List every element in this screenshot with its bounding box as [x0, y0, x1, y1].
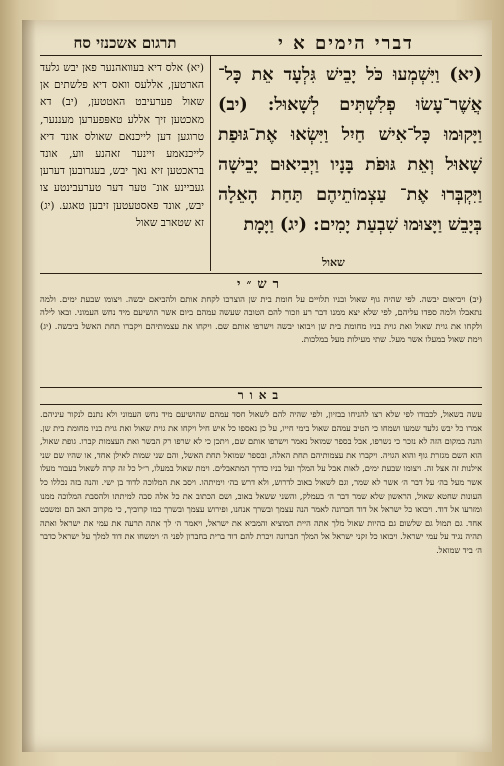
rashi-heading: רש״י [40, 273, 482, 293]
page-header [40, 32, 482, 56]
scripture-verses: (יא) וַיִּשְׁמְעוּ כֹּל יָבֵישׁ גִּלְעָד אֵת כָּל־ אֲשֶׁר־עָשׂוּ פְלִשְׁתִּים לְשָׁאוּל: (יב) וַיָּקוּמוּ כָּל־אִישׁ חַיִל וַיִּשְׂאוּ אֶת־גּוּפַת שָׁאוּל וְאֵת גּוּפֹת בָּנָיו וַיְבִיאוּם יָבֵישָׁה וַיִּקְבְּרוּ אֶת־ עַצְמוֹתֵיהֶם תַּחַת הָאֵלָה בְּיָבֵשׁ וַיָּצוּמוּ שִׁבְעַת יָמִים: (יג) וַיָּמָת [218, 64, 482, 235]
rashi-commentary: (יב) ויביאום יבשה. לפי שהיה גוף שאול ובניו תלויים על חומת בית שן הוצרכו לקחת אותם ולהביאם יבשה. ויצומו שבעת ימים. ולמה נתאבלו ולמה ספדו עליהם, לפי שלא יצא ממנו דבר רע וזכור להם הטובה שעשה עמהם ביום אשר הושיעם מיד נחש העמוני. ובאו לילה ולקחו את גוית שאול ואת גוית בניו מחומת בית שן ויבואו יבשה וישרפו אותם שם. ויקחו את עצמותיהם ויקברו תחת האשל ביבשה. (יג) וימת שאול במעלו אשר מעל. שתי מעילות מעל במלכות. [40, 294, 482, 344]
biur-heading: באור [40, 387, 482, 405]
book-running-title: דברי הימים א י [278, 33, 414, 54]
column-divider [210, 56, 211, 271]
catchword: שאול [322, 256, 345, 269]
targum-column: (יא) אלס דיא בעוואהנער פאן יבש גלעד הארטען, אללעס וואס דיא פלשתים אן שאול פערעיבט האטטען, (יב) דא מאכטען זיך אללע טאפּפערען מעננער, טרוגען דען לייכנאם שאולס אונד דיא לייכנאמע זיינער זאהנע ווע, אונד בראכטען זיא נאך יבש, בעגרובען דערען געביינע אונ־ טער דער טערעבינטע צו יבש, אונד פאסטעטען זיבען טאגע. (יג) זא שטארב שאול [40, 62, 204, 229]
page-gutter-shadow [22, 20, 36, 752]
biur-commentary: עשה בשאול, לכבודו לפי שלא רצו להניחו בבזיון, ולפי שהיה להם לשאול חסד עמהם שהושיעם מיד נחש העמוני ולא נתנם לנקור עיניהם. אמרו כל יבש גלעד שמעו ושמחו כי הטיב עמהם שאול בימי חייו, על כן נאספו כל איש חיל ויקחו את גוית שאול ואת גוית בניו מחומת בית שן. והנה במקום הזה לא נזכר כי נשרפו, אבל בספר שמואל נאמר וישרפו אותם שם, ויתכן כי לא שרפו רק הבשר ואת העצמות קברו. גופת שאול, הוא השם מגזרת גוף והוא הגויה. ויקברו את עצמותיהם תחת האלה, ובספר שמואל תחת האשל, והם שני שמות לאילן אחד, או שהיו שם שני אילנות זה אצל זה. ויצומו שבעת ימים, לאות אבל על המלך ועל בניו כדרך המתאבלים. וימת שאול במעלו, ר״ל כל זה קרה לשאול בעבור מעלו אשר מעל בה׳ על דבר ה׳ אשר לא שמר, וגם לשאול באוב לדרוש, ולא דרש בה׳ וימיתהו. ויסב את המלוכה לדוד בן ישי. והנה בזה נכללו כל העונות שחטא שאול, הראשון שלא שמר דבר ה׳ בעמלק, והשני ששאל באוב, ושם הכתוב את כל אלה סבה למיתתו ולהסבת המלוכה ממנו ומזרעו אל דוד. ויבואו כל ישראל אל דוד חברונה לאמר הנה עצמך ובשרך אנחנו, ופירוש עצמך ובשרך כמו קרוביך, כי מקרוב האב הם ומשבט אחד. גם תמול גם שלשום גם בהיות שאול מלך אתה היית המוציא והמביא את ישראל, ויאמר ה׳ לך אתה תרעה את עמי את ישראל ואתה תהיה נגיד על עמי ישראל. ויבואו כל זקני ישראל אל המלך חברונה ויכרת להם דוד ברית בחברון לפני ה׳ וימשחו את דוד למלך על ישראל כדבר ה׳ ביד שמואל. [40, 409, 482, 555]
targum-running-title: תרגום אשכנזי סח [73, 34, 177, 52]
book-page [22, 20, 492, 752]
